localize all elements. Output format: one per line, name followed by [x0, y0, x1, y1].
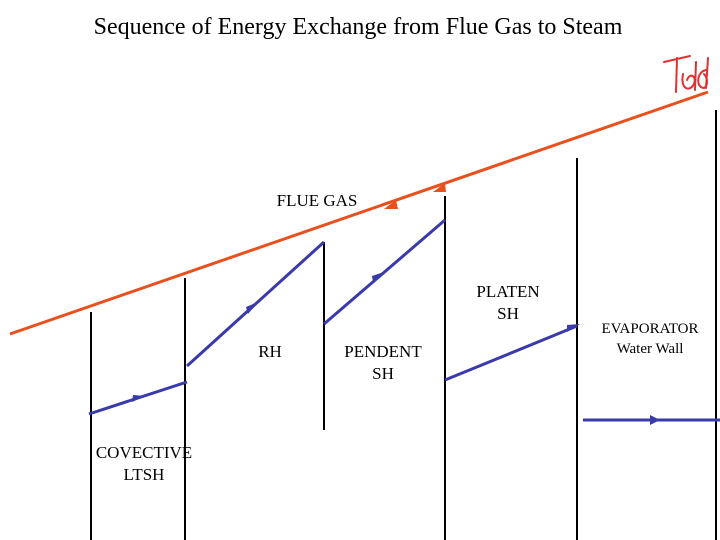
steam-arrow-platen: [567, 324, 580, 332]
steam-arrow-evaporator: [650, 415, 660, 425]
steam-arrow-rh: [246, 302, 258, 314]
label-evaporator-line2: Water Wall: [616, 340, 684, 357]
label-covective-line2: LTSH: [123, 465, 165, 485]
label-covective-line1: COVECTIVE: [95, 443, 193, 462]
label-platen-sh: [462, 281, 554, 325]
label-flue-gas-text: FLUE GAS: [276, 191, 358, 210]
label-pendent-line1: PENDENT: [344, 342, 422, 361]
slide-title: Sequence of Energy Exchange from Flue Gas to Steam: [93, 14, 623, 40]
label-rh: [246, 341, 294, 363]
label-platen-line1: PLATEN: [476, 282, 540, 301]
label-evaporator-line1: EVAPORATOR: [601, 321, 699, 337]
label-rh-text: RH: [258, 342, 282, 361]
label-pendent-line2: SH: [372, 364, 394, 384]
steam-arrow-ltsh: [132, 395, 145, 402]
label-flue-gas: [262, 190, 372, 212]
label-platen-line2: SH: [497, 304, 519, 324]
label-pendent-sh: [332, 341, 434, 385]
handwritten-mark: [664, 56, 708, 92]
steam-segment-platen: [445, 326, 577, 380]
flue-gas-line: [10, 92, 708, 334]
label-covective-ltsh: [80, 442, 208, 486]
steam-segment-pendent: [324, 220, 445, 324]
label-evaporator: [590, 320, 710, 359]
steam-arrow-pendent: [372, 272, 384, 282]
